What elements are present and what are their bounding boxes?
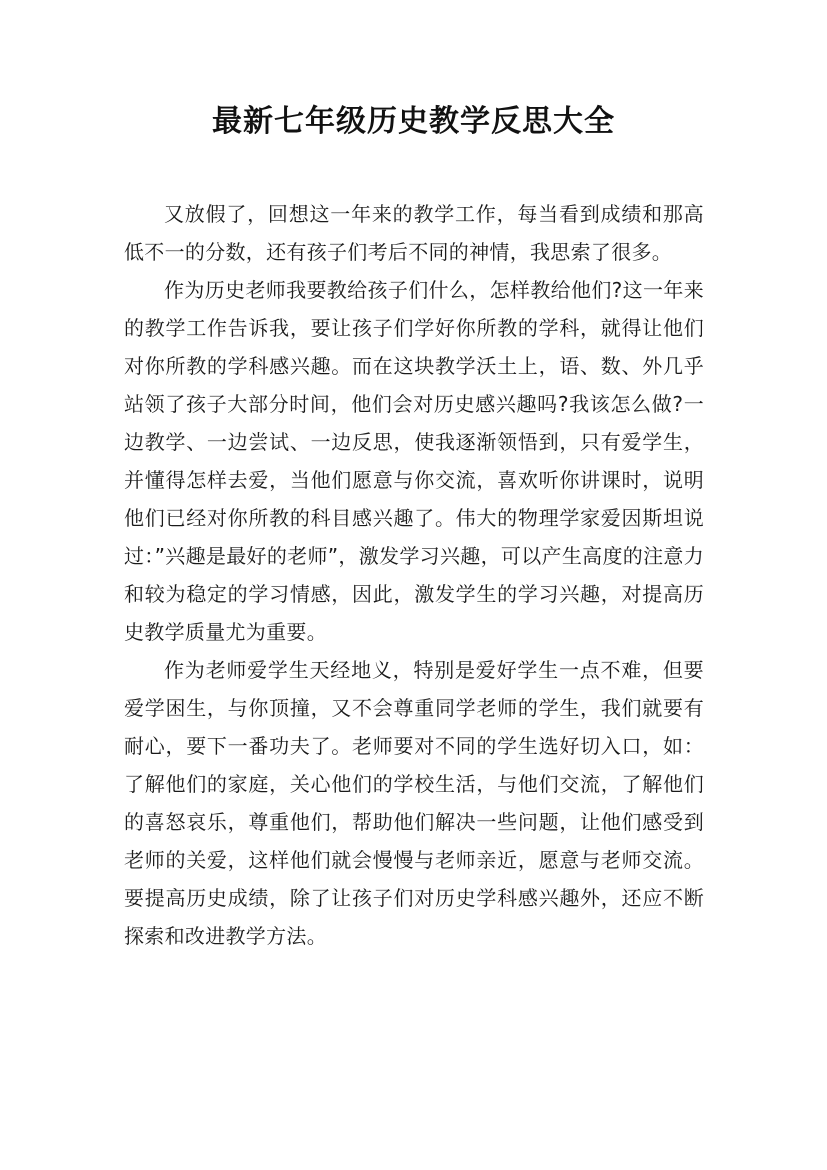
- document-body: [124, 195, 704, 955]
- paragraph: 作为老师爱学生天经地义，特别是爱好学生一点不难，但要爱学困生，与你顶撞，又不会尊重同学老师的学生，我们就要有耐心，要下一番功夫了。老师要对不同的学生选好切入口，如：了解他们的家庭，关心他们的学校生活，与他们交流，了解他们的喜怒哀乐，尊重他们，帮助他们解决一些问题，让他们感受到老师的关爱，这样他们就会慢慢与老师亲近，愿意与老师交流。要提高历史成绩，除了让孩子们对历史学科感兴趣外，还应不断探索和改进教学方法。: [124, 658, 704, 948]
- document-title: 最新七年级历史教学反思大全: [212, 104, 615, 139]
- paragraph: 又放假了，回想这一年来的教学工作，每当看到成绩和那高低不一的分数，还有孩子们考后不同的神情，我思索了很多。: [124, 202, 704, 264]
- paragraph: 作为历史老师我要教给孩子们什么，怎样教给他们?这一年来的教学工作告诉我，要让孩子们学好你所教的学科，就得让他们对你所教的学科感兴趣。而在这块教学沃土上，语、数、外几乎站领了孩子大部分时间，他们会对历史感兴趣吗?我该怎么做?一边教学、一边尝试、一边反思，使我逐渐领悟到，只有爱学生，并懂得怎样去爱，当他们愿意与你交流，喜欢听你讲课时，说明他们已经对你所教的科目感兴趣了。伟大的物理学家爱因斯坦说过：”兴趣是最好的老师”，激发学习兴趣，可以产生高度的注意力和较为稳定的学习情感，因此，激发学生的学习兴趣，对提高历史教学质量尤为重要。: [124, 278, 704, 644]
